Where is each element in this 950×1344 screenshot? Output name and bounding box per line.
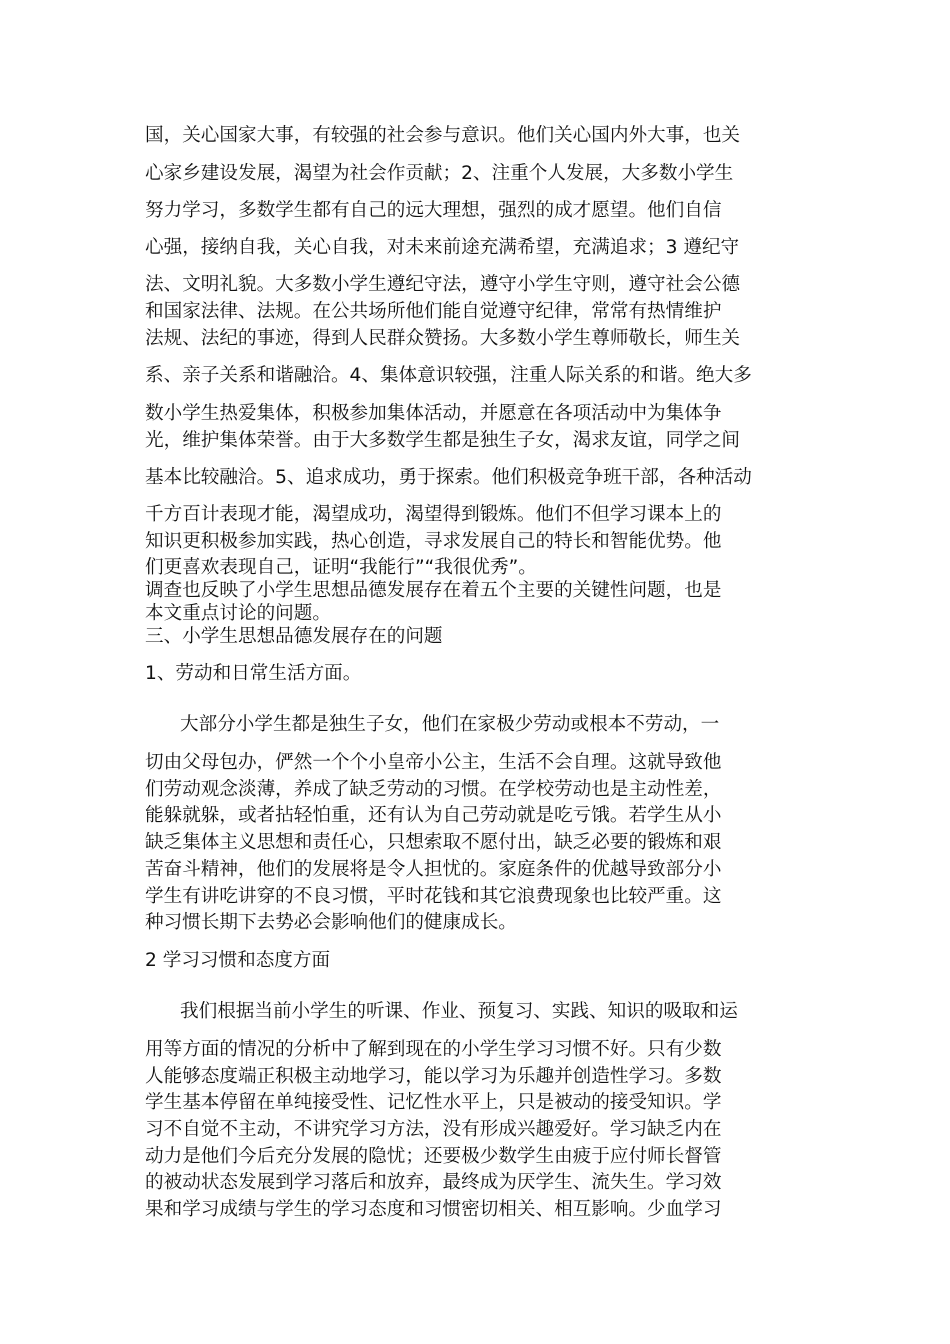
subsection-heading: 1、劳动和日常生活方面。 <box>145 663 362 684</box>
text-line: 本文重点讨论的问题。 <box>145 603 331 624</box>
text-line: 系、亲子关系和谐融洽。4、集体意识较强，注重人际关系的和谐。绝大多 <box>145 365 752 386</box>
text-line: 用等方面的情况的分析中了解到现在的小学生学习习惯不好。只有少数 <box>145 1039 722 1060</box>
text-line: 学生有讲吃讲穿的不良习惯，平时花钱和其它浪费现象也比较严重。这 <box>145 886 722 907</box>
text-line: 和国家法律、法规。在公共场所他们能自觉遵守纪律，常常有热情维护 <box>145 301 722 322</box>
text-line: 果和学习成绩与学生的学习态度和习惯密切相关、相互影响。少血学习 <box>145 1199 722 1220</box>
text-line: 调查也反映了小学生思想品德发展存在着五个主要的关键性问题，也是 <box>145 580 722 601</box>
text-line: 我们根据当前小学生的听课、作业、预复习、实践、知识的吸取和运 <box>180 1001 738 1022</box>
text-line: 光，维护集体荣誉。由于大多数学生都是独生子女，渴求友谊，同学之间 <box>145 430 741 451</box>
subsection-heading: 2 学习习惯和态度方面 <box>145 950 331 971</box>
text-line: 能躲就躲，或者拈轻怕重，还有认为自己劳动就是吃亏饿。若学生从小 <box>145 805 722 826</box>
text-line: 苦奋斗精神，他们的发展将是令人担忧的。家庭条件的优越导致部分小 <box>145 859 722 880</box>
text-line: 数小学生热爱集体，积极参加集体活动，并愿意在各项活动中为集体争 <box>145 403 722 424</box>
text-line: 习不自觉不主动，不讲究学习方法，没有形成兴趣爱好。学习缺乏内在 <box>145 1119 722 1140</box>
text-line: 法、文明礼貌。大多数小学生遵纪守法，遵守小学生守则，遵守社会公德 <box>145 274 741 295</box>
text-line: 心家乡建设发展，渴望为社会作贡献；2、注重个人发展，大多数小学生 <box>145 163 734 184</box>
text-line: 知识更积极参加实践，热心创造，寻求发展自己的特长和智能优势。他 <box>145 531 722 552</box>
text-line: 们更喜欢表现自己，证明“我能行”“我很优秀”。 <box>145 557 537 578</box>
text-line: 心强，接纳自我，关心自我，对未来前途充满希望，充满追求；3 遵纪守 <box>145 237 740 258</box>
text-line: 基本比较融洽。5、追求成功，勇于探索。他们积极竞争班干部，各种活动 <box>145 467 752 488</box>
text-line: 切由父母包办，俨然一个个小皇帝小公主，生活不会自理。这就导致他 <box>145 752 722 773</box>
text-line: 学生基本停留在单纯接受性、记忆性水平上，只是被动的接受知识。学 <box>145 1092 722 1113</box>
text-line: 种习惯长期下去势必会影响他们的健康成长。 <box>145 912 517 933</box>
text-line: 动力是他们今后充分发展的隐忧；还要极少数学生由疲于应付师长督管 <box>145 1146 722 1167</box>
text-line: 人能够态度端正积极主动地学习，能以学习为乐趣并创造性学习。多数 <box>145 1066 722 1087</box>
text-line: 缺乏集体主义思想和责任心，只想索取不愿付出，缺乏必要的锻炼和艰 <box>145 832 722 853</box>
text-line: 们劳动观念淡薄，养成了缺乏劳动的习惯。在学校劳动也是主动性差， <box>145 779 722 800</box>
text-line: 努力学习，多数学生都有自己的远大理想，强烈的成才愿望。他们自信 <box>145 200 722 221</box>
text-line: 的被动状态发展到学习落后和放弃，最终成为厌学生、流失生。学习效 <box>145 1172 722 1193</box>
text-line: 千方百计表现才能，渴望成功，渴望得到锻炼。他们不但学习课本上的 <box>145 504 722 525</box>
section-heading: 三、小学生思想品德发展存在的问题 <box>145 626 443 647</box>
text-line: 国，关心国家大事，有较强的社会参与意识。他们关心国内外大事，也关 <box>145 125 741 146</box>
text-line: 法规、法纪的事迹，得到人民群众赞扬。大多数小学生尊师敬长，师生关 <box>145 328 741 349</box>
text-line: 大部分小学生都是独生子女，他们在家极少劳动或根本不劳动，一 <box>180 714 720 735</box>
